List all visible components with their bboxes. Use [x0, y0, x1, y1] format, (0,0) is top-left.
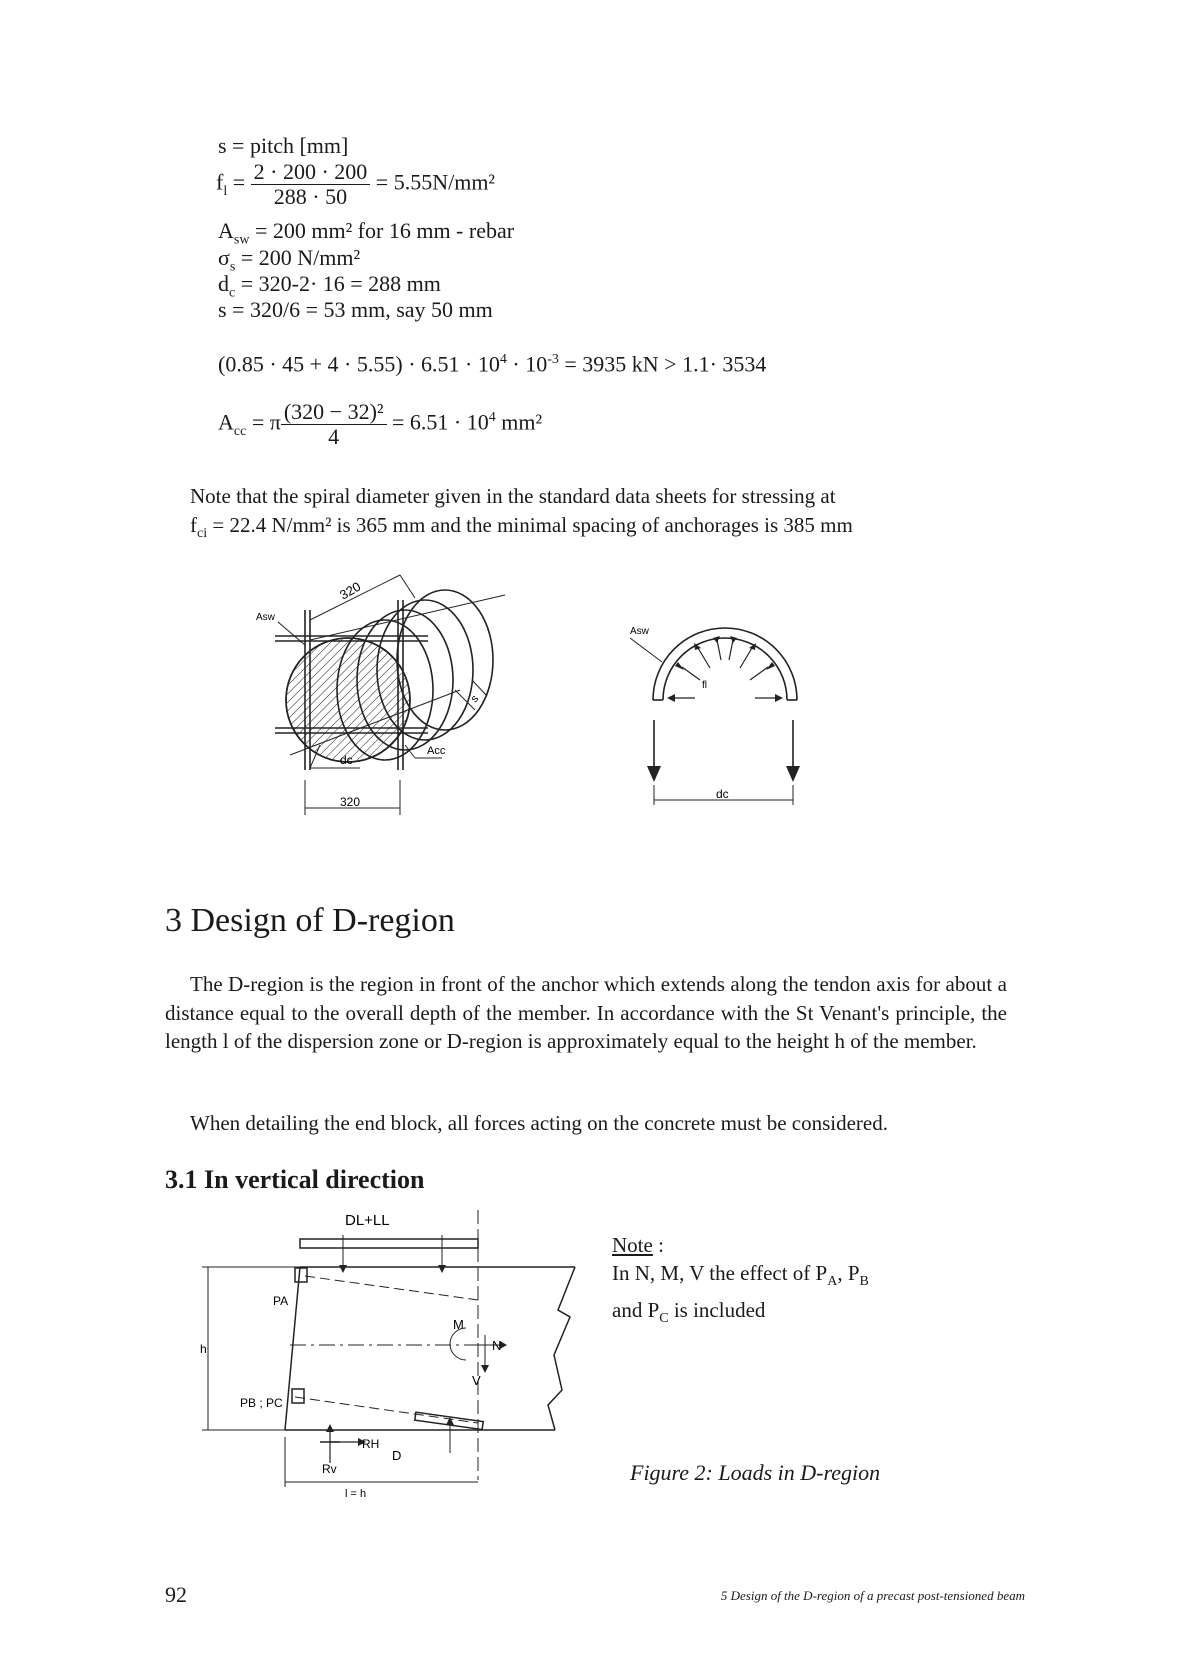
- rv-label: Rv: [322, 1462, 337, 1476]
- check-exponent-2: -3: [547, 352, 559, 367]
- acc-subscript: cc: [233, 423, 247, 439]
- anchor-pa: [295, 1268, 307, 1282]
- fl-result: = 5.55N/mm²: [375, 169, 496, 195]
- inner-arc: [663, 638, 787, 700]
- normal-n-label: N: [492, 1338, 502, 1353]
- right-fl-label: fl: [702, 680, 707, 691]
- end-block-paragraph: When detailing the end block, all forces acting on the concrete must be considered.: [190, 1111, 888, 1135]
- sigma-value: = 200 N/mm²: [235, 245, 361, 270]
- note-line2-b: is included: [668, 1298, 766, 1323]
- running-title: 5 Design of the D-region of a precast post-tensioned beam: [720, 1588, 1025, 1603]
- diameter-label-bottom: 320: [340, 795, 361, 809]
- asw-value: = 200 mm² for 16 mm - rebar: [249, 218, 515, 243]
- note-line2-a: and P: [612, 1298, 660, 1323]
- sigma-symbol: σ: [218, 245, 230, 270]
- fl-subscript: l: [223, 183, 228, 199]
- acc-label: Acc: [427, 745, 446, 757]
- spiral-note-line2: [190, 511, 950, 549]
- check-part-b: · 10: [506, 351, 548, 377]
- shear-v-label: V: [472, 1373, 481, 1388]
- fl-symbol: f: [216, 169, 224, 195]
- acc-equals: = π: [246, 409, 281, 435]
- acc-numerator: (320 − 32)²: [281, 400, 387, 425]
- subsection-title: 3.1 In vertical direction: [165, 1165, 425, 1194]
- note-line1-a: In N, M, V the effect of P: [612, 1261, 828, 1285]
- s-equation: s = 320/6 = 53 mm, say 50 mm: [218, 297, 493, 322]
- sigma-subscript: s: [229, 259, 236, 275]
- asw-label: Asw: [256, 612, 275, 623]
- check-part-a: (0.85 · 45 + 4 · 5.55) · 6.51 · 10: [218, 351, 500, 377]
- d-region-paragraph: The D-region is the region in front of the anchor which extends along the tendon axis for about a distance equal to the overall depth of the member. In accordance with the St Venant's principle, the length l of the dispersion zone or D-region is approximately equal to the height h of the member.: [165, 972, 1007, 1053]
- acc-exponent: 4: [488, 410, 496, 426]
- pb-pc-label: PB ; PC: [240, 1396, 283, 1410]
- break-line: [548, 1267, 575, 1430]
- l-equals-h-label: l = h: [345, 1488, 367, 1500]
- dl-ll-label: DL+LL: [345, 1212, 390, 1229]
- moment-m-label: M: [453, 1317, 464, 1332]
- pa-label: PA: [273, 1294, 289, 1308]
- right-asw-label: Asw: [630, 626, 649, 637]
- fci-subscript: ci: [197, 525, 208, 541]
- figure2-caption: Figure 2: Loads in D-region: [630, 1460, 881, 1485]
- check-exponent-1: 4: [499, 352, 507, 367]
- acc-result-b: mm²: [495, 409, 543, 435]
- pitch-definition: s = pitch [mm]: [218, 133, 349, 158]
- spiral-note-line1: Note that the spiral diameter given in the standard data sheets for stressing at: [190, 484, 836, 508]
- dc-subscript: c: [229, 285, 236, 301]
- spiral-note-line2-text: = 22.4 N/mm² is 365 mm and the minimal spacing of anchorages is 385 mm: [207, 512, 853, 537]
- dc-symbol: d: [218, 271, 229, 296]
- section-title: 3 Design of D-region: [165, 902, 455, 939]
- fl-fraction: [251, 160, 371, 209]
- diameter-label-top: 320: [337, 578, 364, 603]
- asw-subscript: sw: [233, 232, 250, 248]
- note-title: Note: [612, 1233, 653, 1257]
- fl-numerator: 2 · 200 · 200: [251, 160, 371, 185]
- pa-subscript: A: [827, 1274, 838, 1290]
- acc-denominator: 4: [328, 424, 340, 449]
- loads-d-region-figure: [200, 1205, 600, 1500]
- rh-label: RH: [362, 1437, 380, 1451]
- spiral-reinforcement-figure: [250, 570, 880, 870]
- pc-subscript: C: [659, 1311, 669, 1327]
- fl-denominator: 288 · 50: [273, 184, 348, 209]
- note-colon: :: [652, 1233, 664, 1257]
- spiral-note: [190, 482, 950, 548]
- dc-label: dc: [340, 753, 353, 767]
- acc-fraction: [281, 400, 387, 449]
- capacity-check-equation: [218, 347, 766, 377]
- pitch-s-label: s: [468, 692, 482, 706]
- asw-symbol: A: [218, 218, 234, 243]
- fci-symbol: f: [190, 512, 197, 537]
- acc-equation: [218, 400, 542, 449]
- acc-result-a: = 6.51 · 10: [392, 409, 489, 435]
- page-number: 92: [165, 1582, 187, 1607]
- dc-value: = 320-2· 16 = 288 mm: [235, 271, 441, 296]
- note-line1-b: , P: [837, 1261, 860, 1285]
- right-dc-label: dc: [716, 787, 729, 801]
- acc-symbol: A: [218, 409, 234, 435]
- pb-subscript: B: [859, 1274, 869, 1290]
- check-part-c: = 3935 kN > 1.1· 3534: [558, 351, 767, 377]
- fl-equals: =: [227, 169, 246, 195]
- moment-arc: [450, 1328, 466, 1360]
- h-label: h: [200, 1342, 207, 1356]
- figure2-note: [612, 1231, 869, 1333]
- distributed-load-bar: [300, 1239, 478, 1248]
- anchor-pb-pc: [292, 1389, 304, 1403]
- arrow-heads: [647, 636, 800, 782]
- fl-equation: [216, 160, 495, 209]
- d-label: D: [392, 1448, 402, 1463]
